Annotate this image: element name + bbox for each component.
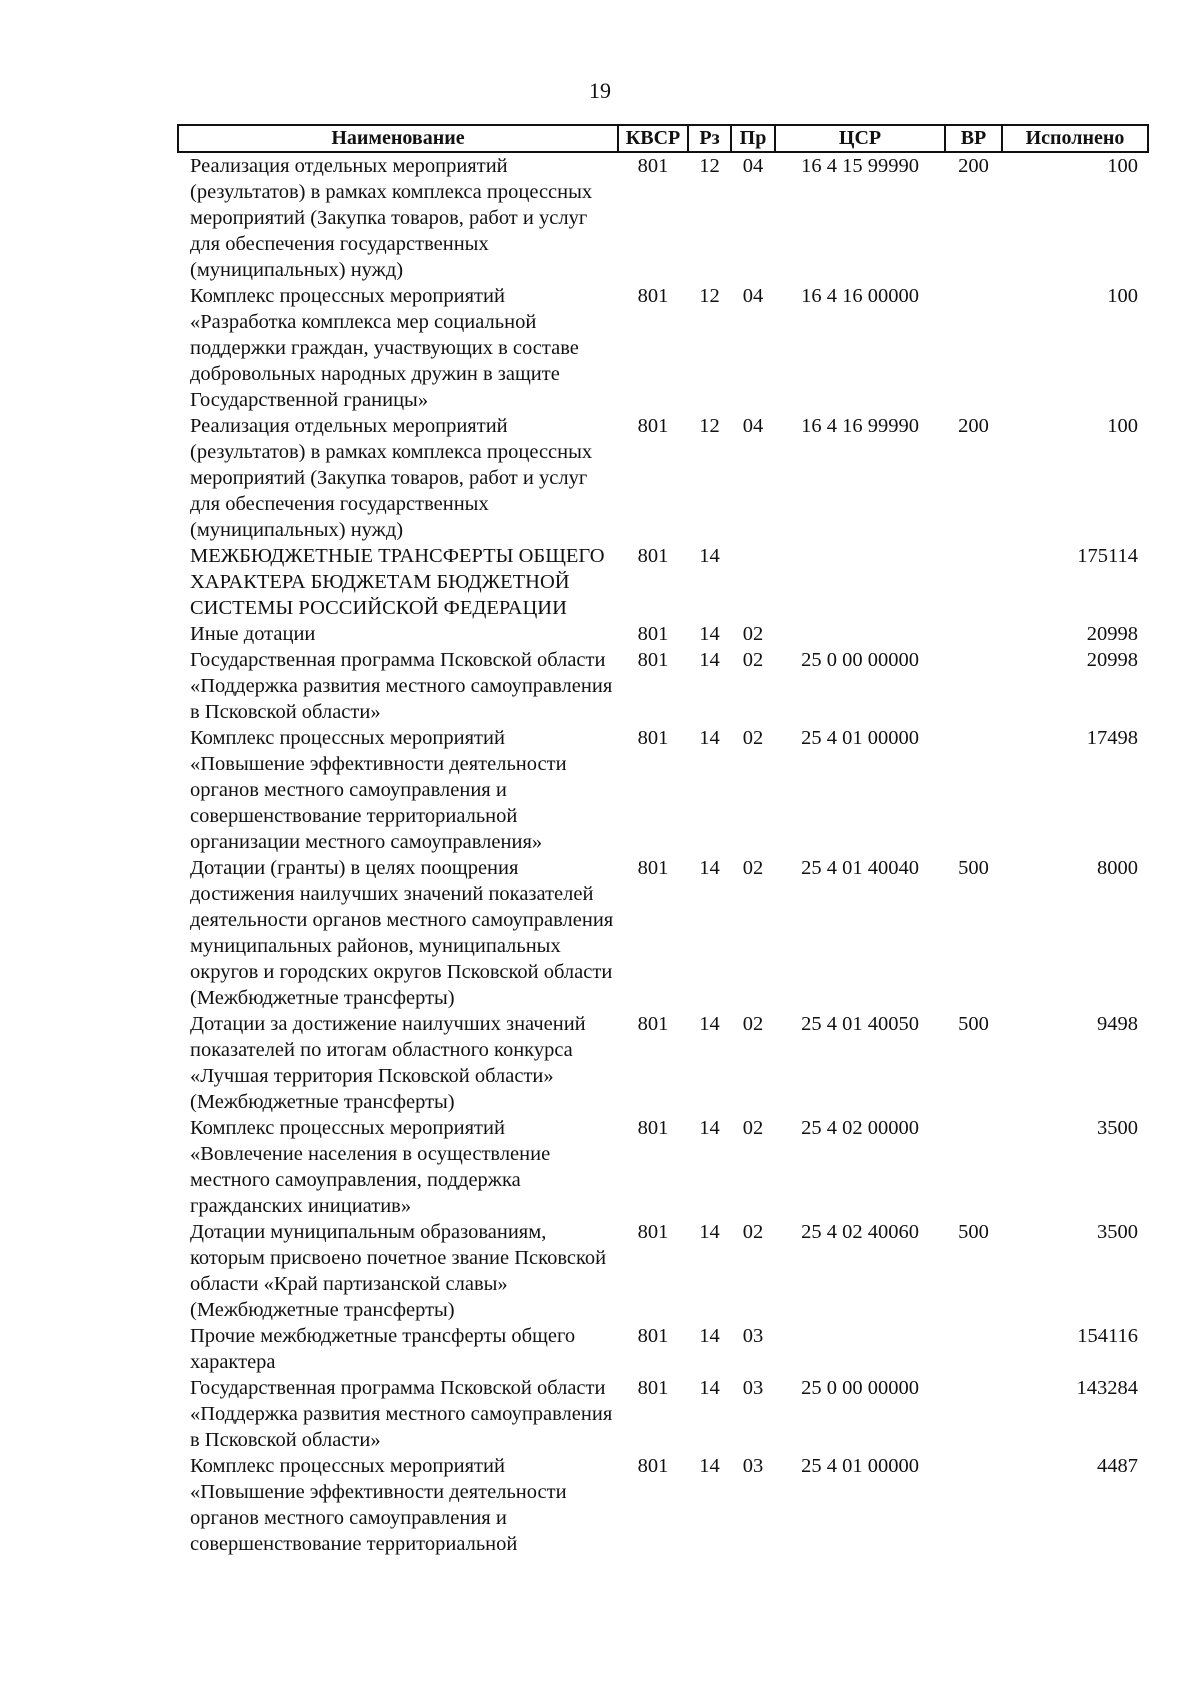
- table-row: [178, 855, 1148, 1011]
- cell-rz: 14: [699, 649, 720, 671]
- cell-executed: 100: [1107, 155, 1138, 177]
- table-row: [178, 1375, 1148, 1453]
- cell-kvsr: 801: [637, 415, 669, 437]
- cell-kvsr: 801: [637, 1377, 669, 1399]
- table-row: [178, 1323, 1148, 1375]
- cell-csr: 25 4 01 00000: [801, 1455, 919, 1477]
- cell-name: Комплекс процессных мероприятий «Повышение эффективности деятельности органов местного самоуправления и совершенствование территориальной: [190, 1455, 567, 1555]
- cell-csr: 16 4 16 00000: [801, 285, 919, 307]
- cell-pr: 02: [742, 727, 764, 749]
- cell-csr: 16 4 15 99990: [801, 155, 919, 177]
- table-row: [178, 621, 1148, 647]
- cell-pr: 03: [742, 1377, 764, 1399]
- cell-rz: 14: [699, 1013, 720, 1035]
- cell-pr: 02: [742, 1221, 764, 1243]
- cell-vr: 200: [958, 155, 989, 177]
- cell-executed: 20998: [1086, 649, 1138, 671]
- cell-rz: 14: [699, 1377, 720, 1399]
- table-body: [178, 152, 1148, 1557]
- cell-pr: [731, 543, 775, 621]
- cell-vr: 500: [958, 857, 989, 879]
- header-kvsr: КВСР: [618, 125, 688, 152]
- header-name: Наименование: [178, 125, 618, 152]
- cell-name: Комплекс процессных мероприятий «Вовлечение населения в осуществление местного самоуправления, поддержка гражданских инициатив»: [190, 1117, 551, 1217]
- cell-kvsr: 801: [637, 155, 669, 177]
- cell-vr: [945, 283, 1002, 413]
- cell-executed: 175114: [1077, 545, 1138, 567]
- cell-pr: 02: [742, 649, 764, 671]
- cell-name: Иные дотации: [190, 623, 316, 645]
- table-row: [178, 647, 1148, 725]
- cell-executed: 8000: [1097, 857, 1138, 879]
- header-csr: ЦСР: [775, 125, 945, 152]
- cell-name: Прочие межбюджетные трансферты общего характера: [190, 1325, 576, 1373]
- table-row: [178, 725, 1148, 855]
- table-header-row: [178, 125, 1148, 152]
- cell-kvsr: 801: [637, 1013, 669, 1035]
- cell-name: Дотации (гранты) в целях поощрения достижения наилучших значений показателей деятельности органов местного самоуправления муниципальных районов, муниципальных округов и городских округов Псковской области (Межбюджетные трансферты): [190, 857, 614, 1009]
- cell-rz: 14: [699, 1221, 720, 1243]
- table-row: [178, 1219, 1148, 1323]
- cell-kvsr: 801: [637, 1221, 669, 1243]
- cell-vr: 200: [958, 415, 989, 437]
- cell-rz: 14: [699, 727, 720, 749]
- cell-rz: 14: [699, 1455, 720, 1477]
- cell-name: Государственная программа Псковской области «Поддержка развития местного самоуправления в Псковской области»: [190, 649, 613, 723]
- cell-vr: [945, 1375, 1002, 1453]
- cell-pr: 04: [742, 415, 764, 437]
- cell-name: Комплекс процессных мероприятий «Разработка комплекса мер социальной поддержки граждан, участвующих в составе добровольных народных дружин в защите Государственной границы»: [190, 285, 579, 411]
- cell-csr: 25 4 02 40060: [801, 1221, 919, 1243]
- cell-csr: 25 4 01 40050: [801, 1013, 919, 1035]
- cell-executed: 4487: [1097, 1455, 1138, 1477]
- cell-kvsr: 801: [637, 285, 669, 307]
- cell-vr: 500: [958, 1013, 989, 1035]
- cell-kvsr: 801: [637, 649, 669, 671]
- cell-executed: 143284: [1076, 1377, 1138, 1399]
- cell-kvsr: 801: [637, 623, 669, 645]
- table-row: [178, 1115, 1148, 1219]
- cell-vr: [945, 725, 1002, 855]
- table-row: [178, 413, 1148, 543]
- cell-executed: 3500: [1097, 1221, 1138, 1243]
- table-row: [178, 1011, 1148, 1115]
- cell-pr: 03: [742, 1455, 764, 1477]
- cell-csr: [775, 543, 945, 621]
- cell-csr: [775, 621, 945, 647]
- header-vr: ВР: [945, 125, 1002, 152]
- cell-rz: 14: [699, 545, 720, 567]
- cell-rz: 12: [699, 155, 720, 177]
- cell-pr: 03: [742, 1325, 764, 1347]
- cell-kvsr: 801: [637, 1455, 669, 1477]
- cell-pr: 02: [742, 1117, 764, 1139]
- table-row: [178, 543, 1148, 621]
- cell-executed: 3500: [1097, 1117, 1138, 1139]
- cell-kvsr: 801: [637, 545, 669, 567]
- page-number: 19: [589, 78, 611, 103]
- cell-executed: 100: [1107, 415, 1138, 437]
- cell-executed: 17498: [1086, 727, 1138, 749]
- header-pr: Пр: [731, 125, 775, 152]
- cell-csr: [775, 1323, 945, 1375]
- cell-pr: 02: [742, 857, 764, 879]
- cell-pr: 04: [742, 285, 764, 307]
- cell-rz: 12: [699, 415, 720, 437]
- cell-executed: 100: [1107, 285, 1138, 307]
- cell-rz: 14: [699, 623, 720, 645]
- cell-pr: 04: [742, 155, 764, 177]
- cell-kvsr: 801: [637, 1117, 669, 1139]
- table-row: [178, 152, 1148, 283]
- cell-executed: 20998: [1086, 623, 1138, 645]
- cell-name: Реализация отдельных мероприятий (результатов) в рамках комплекса процессных мероприятий (Закупка товаров, работ и услуг для обеспечения государственных (муниципальных) нужд): [190, 155, 593, 281]
- cell-pr: 02: [742, 623, 764, 645]
- cell-vr: [945, 1453, 1002, 1557]
- cell-csr: 25 4 02 00000: [801, 1117, 919, 1139]
- cell-executed: 9498: [1097, 1013, 1138, 1035]
- cell-kvsr: 801: [637, 727, 669, 749]
- header-rz: Рз: [688, 125, 731, 152]
- cell-vr: [945, 621, 1002, 647]
- cell-name: МЕЖБЮДЖЕТНЫЕ ТРАНСФЕРТЫ ОБЩЕГО ХАРАКТЕРА БЮДЖЕТАМ БЮДЖЕТНОЙ СИСТЕМЫ РОССИЙСКОЙ ФЕДЕРАЦИИ: [190, 545, 605, 619]
- cell-vr: [945, 647, 1002, 725]
- cell-vr: [945, 1323, 1002, 1375]
- cell-csr: 16 4 16 99990: [801, 415, 919, 437]
- cell-name: Дотации муниципальным образованиям, которым присвоено почетное звание Псковской области «Край партизанской славы» (Межбюджетные трансферты): [190, 1221, 607, 1321]
- cell-rz: 12: [699, 285, 720, 307]
- cell-name: Комплекс процессных мероприятий «Повышение эффективности деятельности органов местного самоуправления и совершенствование территориальной организации местного самоуправления»: [190, 727, 567, 853]
- cell-vr: 500: [958, 1221, 989, 1243]
- cell-rz: 14: [699, 857, 720, 879]
- cell-csr: 25 0 00 00000: [801, 1377, 919, 1399]
- cell-name: Государственная программа Псковской области «Поддержка развития местного самоуправления в Псковской области»: [190, 1377, 613, 1451]
- cell-rz: 14: [699, 1117, 720, 1139]
- cell-vr: [945, 543, 1002, 621]
- cell-csr: 25 0 00 00000: [801, 649, 919, 671]
- cell-pr: 02: [742, 1013, 764, 1035]
- cell-executed: 154116: [1077, 1325, 1138, 1347]
- cell-vr: [945, 1115, 1002, 1219]
- cell-kvsr: 801: [637, 857, 669, 879]
- cell-rz: 14: [699, 1325, 720, 1347]
- cell-csr: 25 4 01 00000: [801, 727, 919, 749]
- table-row: [178, 1453, 1148, 1557]
- cell-kvsr: 801: [637, 1325, 669, 1347]
- cell-csr: 25 4 01 40040: [801, 857, 919, 879]
- budget-table: [177, 124, 1149, 1557]
- header-executed: Исполнено: [1002, 125, 1148, 152]
- cell-name: Дотации за достижение наилучших значений показателей по итогам областного конкурса «Лучшая территория Псковской области» (Межбюджетные трансферты): [190, 1013, 586, 1113]
- cell-name: Реализация отдельных мероприятий (результатов) в рамках комплекса процессных мероприятий (Закупка товаров, работ и услуг для обеспечения государственных (муниципальных) нужд): [190, 415, 593, 541]
- table-row: [178, 283, 1148, 413]
